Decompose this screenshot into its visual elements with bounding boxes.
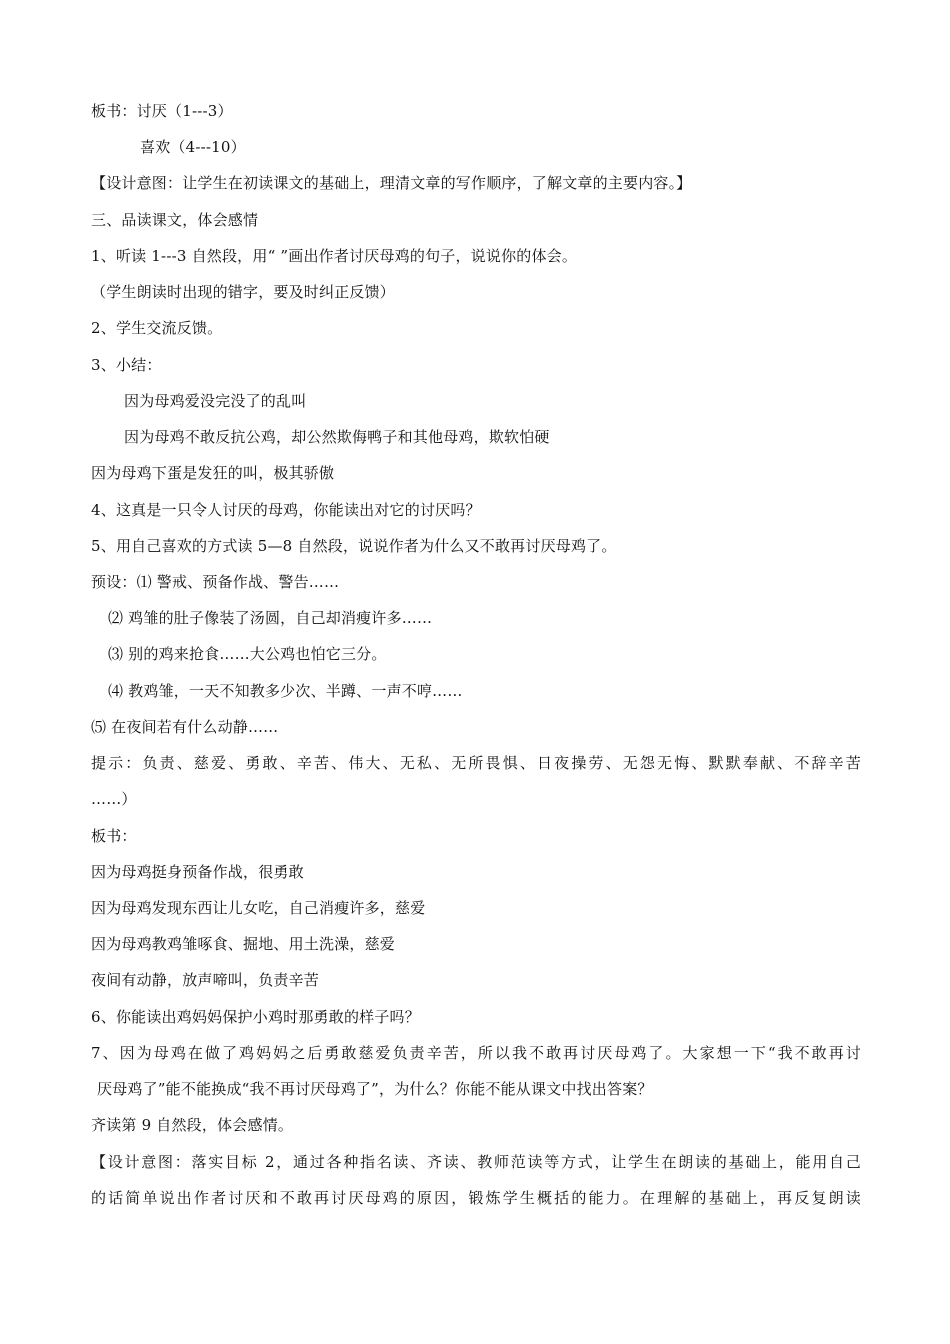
hint-line-end: ……）	[91, 790, 137, 808]
board-title-dislike: 板书：讨厌（1---3）	[91, 102, 233, 120]
preset-2: ⑵ 鸡雏的肚子像装了汤圆，自己却消瘦许多……	[108, 609, 433, 627]
board-line-2: 因为母鸡发现东西让儿女吃，自己消瘦许多，慈爱	[91, 899, 426, 917]
preset-1: 预设：⑴ 警戒、预备作战、警告……	[91, 573, 340, 591]
design-intent-2-cont: 的话简单说出作者讨厌和不敢再讨厌母鸡的原因，锻炼学生概括的能力。在理解的基础上，再反复朗读	[91, 1189, 861, 1207]
step-3: 3、小结：	[91, 356, 162, 374]
step-5: 5、用自己喜欢的方式读 5—8 自然段，说说作者为什么又不敢再讨厌母鸡了。	[91, 537, 617, 555]
step-7-cont: 厌母鸡了”能不能换成“我不再讨厌母鸡了”，为什么？你能不能从课文中找出答案？	[97, 1080, 653, 1098]
hint-line: 提示：负责、慈爱、勇敢、辛苦、伟大、无私、无所畏惧、日夜操劳、无怨无悔、默默奉献、不辞辛苦	[91, 754, 861, 772]
design-intent-1: 【设计意图：让学生在初读课文的基础上，理清文章的写作顺序，了解文章的主要内容。】	[91, 174, 692, 192]
step-1: 1、听读 1---3 自然段，用“ ”画出作者讨厌母鸡的句子，说说你的体会。	[91, 247, 578, 265]
preset-5: ⑸ 在夜间若有什么动静……	[91, 718, 279, 736]
board-line-1: 因为母鸡挺身预备作战，很勇敢	[91, 863, 304, 881]
section-heading: 三、品读课文，体会感情	[91, 211, 259, 229]
step-4: 4、这真是一只令人讨厌的母鸡，你能读出对它的讨厌吗？	[91, 501, 481, 519]
step-2: 2、学生交流反馈。	[91, 319, 223, 337]
step-7: 7、因为母鸡在做了鸡妈妈之后勇敢慈爱负责辛苦，所以我不敢再讨厌母鸡了。大家想一下“我不敢再讨	[91, 1044, 861, 1062]
summary-line-2: 因为母鸡不敢反抗公鸡，却公然欺侮鸭子和其他母鸡，欺软怕硬	[124, 428, 550, 446]
design-intent-2: 【设计意图：落实目标 2，通过各种指名读、齐读、教师范读等方式，让学生在朗读的基础上，能用自己	[91, 1153, 861, 1171]
step-6: 6、你能读出鸡妈妈保护小鸡时那勇敢的样子吗？	[91, 1008, 420, 1026]
summary-line-1: 因为母鸡爱没完没了的乱叫	[124, 392, 307, 410]
board-like: 喜欢（4---10）	[140, 138, 246, 156]
read-together: 齐读第 9 自然段，体会感情。	[91, 1116, 294, 1134]
board-line-3: 因为母鸡教鸡雏啄食、掘地、用土洗澡，慈爱	[91, 935, 396, 953]
step-1-note: （学生朗读时出现的错字，要及时纠正反馈）	[91, 283, 396, 301]
preset-4: ⑷ 教鸡雏，一天不知教多少次、半蹲、一声不哼……	[108, 682, 463, 700]
summary-line-3: 因为母鸡下蛋是发狂的叫，极其骄傲	[91, 464, 335, 482]
preset-3: ⑶ 别的鸡来抢食……大公鸡也怕它三分。	[108, 645, 387, 663]
board-title-2: 板书：	[91, 827, 137, 845]
board-line-4: 夜间有动静，放声啼叫，负责辛苦	[91, 971, 320, 989]
